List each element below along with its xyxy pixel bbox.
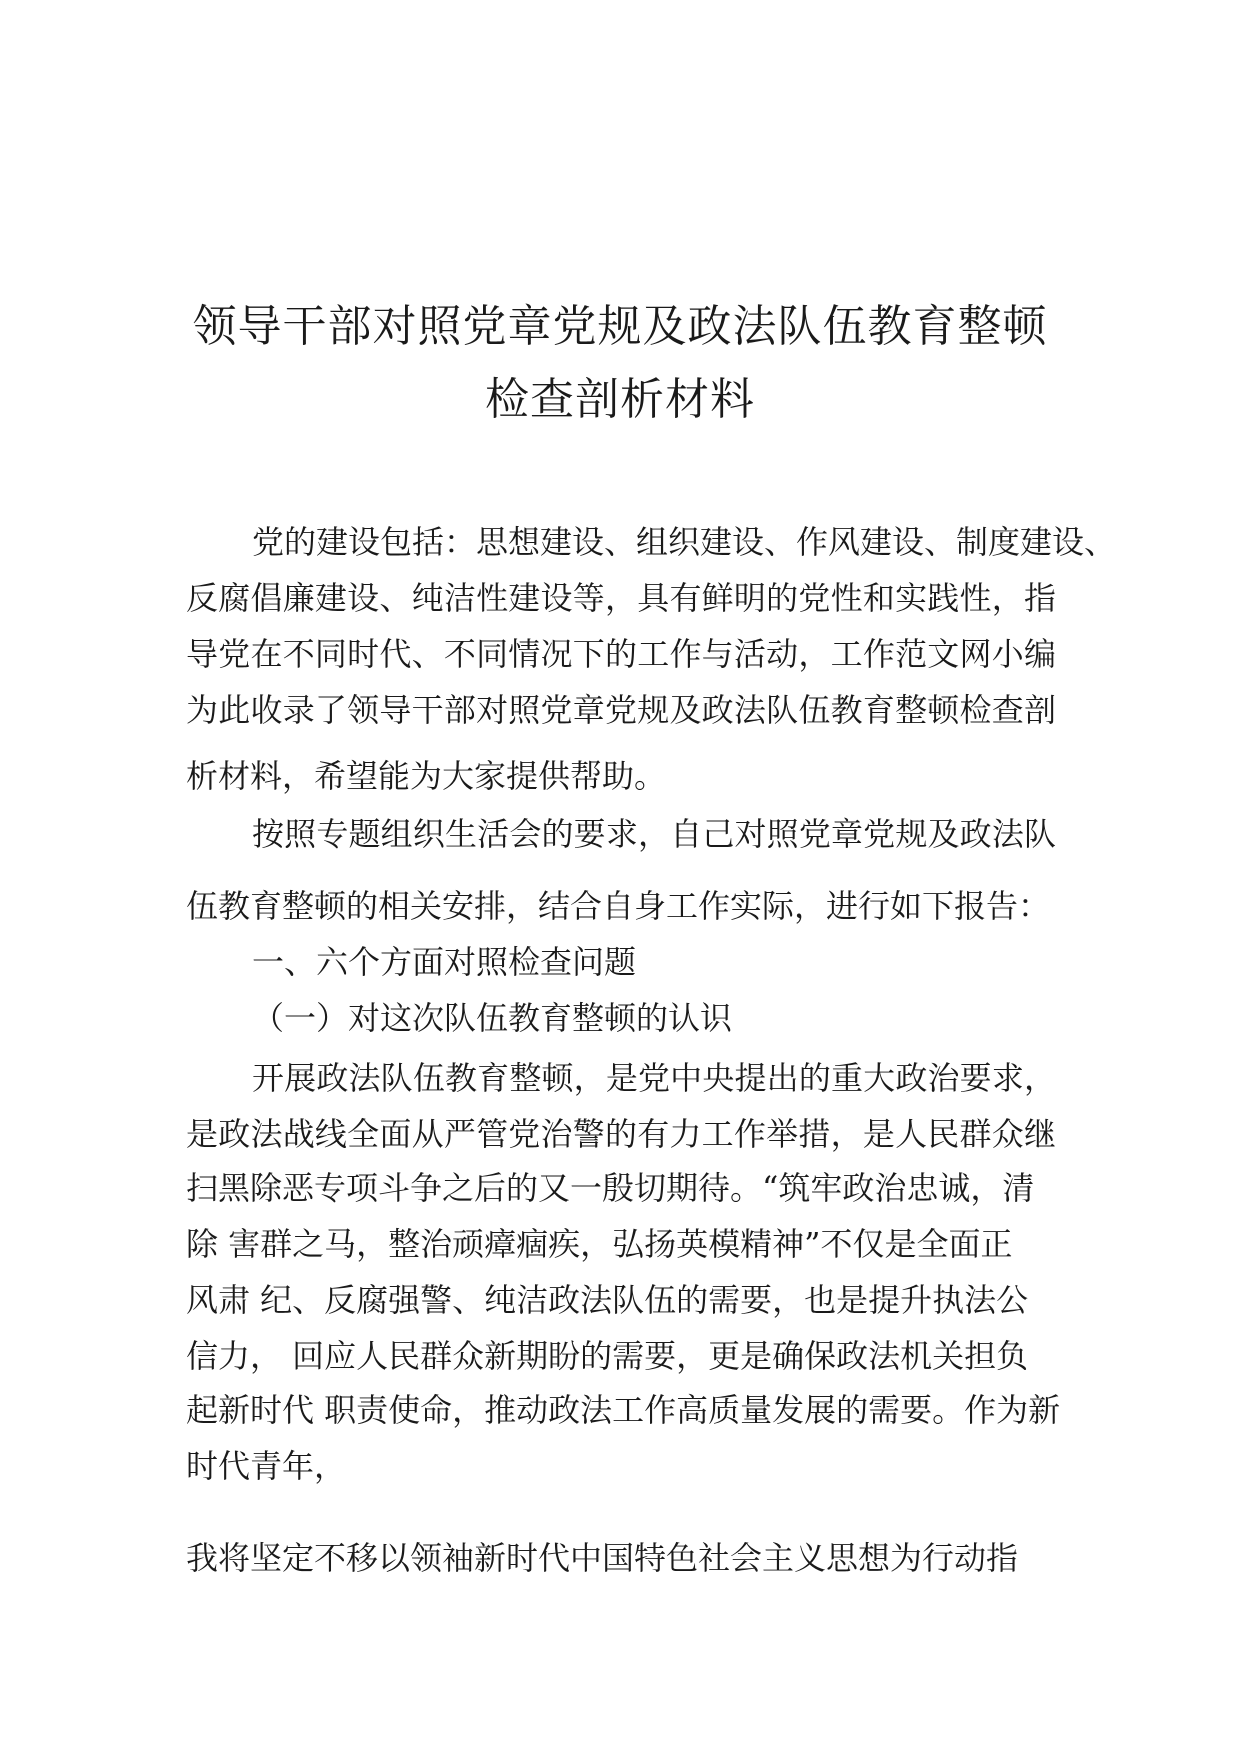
body-line-8: 开展政法队伍教育整顿，是党中央提出的重大政治要求， — [252, 1059, 1056, 1097]
body-line-3: 导党在不同时代、不同情况下的工作与活动，工作范文网小编 — [186, 635, 1056, 673]
body-line-16: 我将坚定不移以领袖新时代中国特色社会主义思想为行动指 — [186, 1539, 1019, 1577]
body-line-11: 除 害群之马，整治顽瘴痼疾，弘扬英模精神”不仅是全面正 — [186, 1225, 1013, 1263]
body-line-6: 按照专题组织生活会的要求，自己对照党章党规及政法队 — [252, 815, 1056, 853]
body-line-14: 起新时代 职责使命，推动政法工作高质量发展的需要。作为新 — [186, 1391, 1061, 1429]
body-line-2: 反腐倡廉建设、纯洁性建设等，具有鲜明的党性和实践性，指 — [186, 579, 1056, 617]
section-heading-1: 一、六个方面对照检查问题 — [252, 943, 637, 981]
body-line-4: 为此收录了领导干部对照党章党规及政法队伍教育整顿检查剖 — [186, 691, 1056, 729]
document-title-line-2: 检查剖析材料 — [485, 374, 755, 425]
body-line-13: 信力， 回应人民群众新期盼的需要，更是确保政法机关担负 — [186, 1337, 1029, 1375]
body-line-12: 风肃 纪、反腐强警、纯洁政法队伍的需要，也是提升执法公 — [186, 1281, 1029, 1319]
body-line-5: 析材料，希望能为大家提供帮助。 — [186, 757, 667, 795]
document-title-line-1: 领导干部对照党章党规及政法队伍教育整顿 — [192, 301, 1048, 352]
body-line-7: 伍教育整顿的相关安排，结合自身工作实际，进行如下报告： — [186, 887, 1051, 925]
body-line-15: 时代青年， — [186, 1447, 347, 1485]
body-line-9: 是政法战线全面从严管党治警的有力工作举措，是人民群众继 — [186, 1115, 1056, 1153]
subsection-heading-1: （一）对这次队伍教育整顿的认识 — [252, 999, 733, 1037]
body-line-1: 党的建设包括：思想建设、组织建设、作风建设、制度建设、 — [252, 523, 1117, 561]
body-line-10: 扫黑除恶专项斗争之后的又一殷切期待。“筑牢政治忠诚，清 — [186, 1169, 1035, 1207]
